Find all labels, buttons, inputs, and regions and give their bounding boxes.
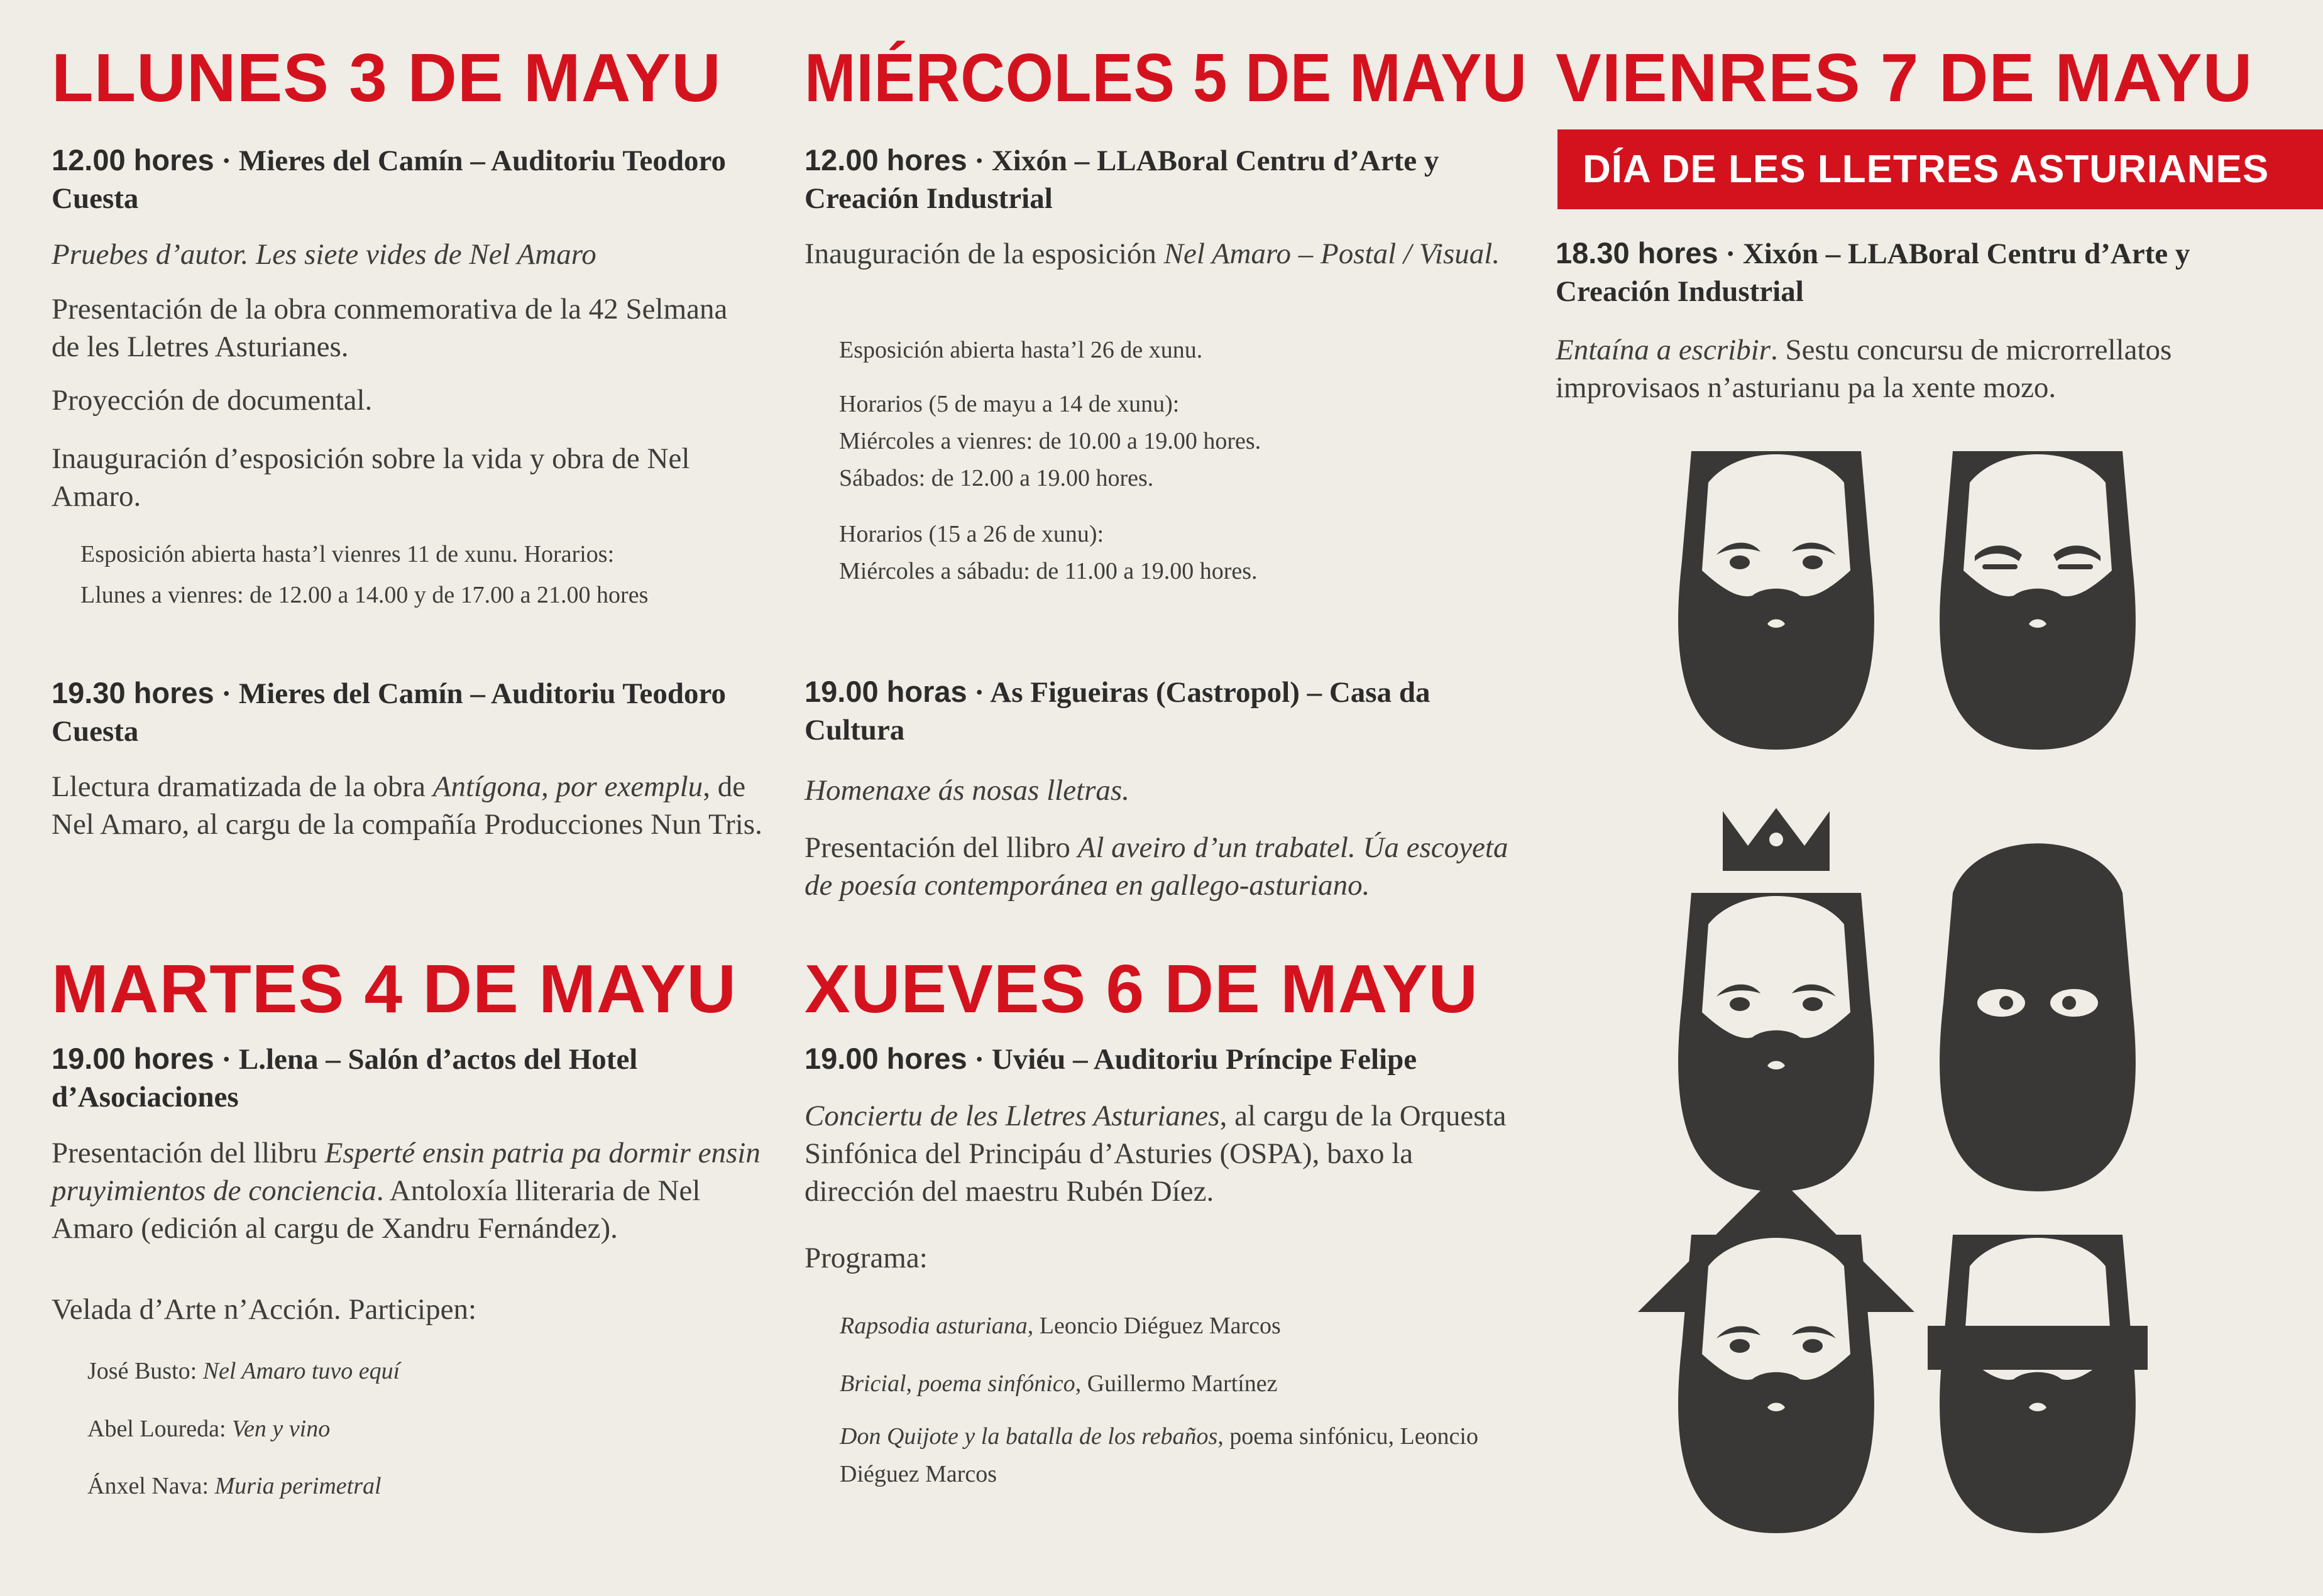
participant-name: Abel Loureda: (87, 1416, 233, 1442)
text: Presentación del llibru (52, 1137, 325, 1169)
banner-lletres-asturianes: DÍA DE LES LLETRES ASTURIANES (1557, 129, 2323, 209)
day-title-wednesday: MIÉRCOLES 5 DE MAYU (805, 40, 1527, 116)
event-note: Miércoles a sábadu: de 11.00 a 19.00 hores. (839, 558, 1258, 584)
event-place: · As Figueiras (Castropol) – Casa da Cultura (805, 676, 1431, 746)
event-subtitle: Pruebes d’autor. Les siete vides de Nel Amaro (52, 238, 596, 271)
event-time: 18.30 hores (1556, 236, 1718, 270)
work-title: Esperté ensin patria pa dormir ensin pruyimientos de conciencia (52, 1137, 761, 1207)
day-title-monday: LLUNES 3 DE MAYU (52, 40, 722, 116)
event-description: Velada d’Arte n’Acción. Participen: (52, 1293, 477, 1326)
event-time: 12.00 hores (805, 143, 967, 177)
event-note: Horarios (15 a 26 de xunu): (839, 521, 1104, 547)
program-work: Rapsodia asturiana (840, 1313, 1028, 1339)
event-time: 19.00 hores (52, 1042, 214, 1075)
text: , al cargu de la Orquesta Sinfónica del Principáu d’Asturies (OSPA), baxo la dirección del maestru Rubén Díez. (805, 1100, 1507, 1208)
event-description: Presentación de la obra conmemorativa de la 42 Selmana de les Lletres Asturianes. (52, 293, 728, 363)
event-subtitle: Homenaxe ás nosas lletras. (805, 774, 1129, 807)
event-note: Llunes a vienres: de 12.00 a 14.00 y de 17.00 a 21.00 hores (80, 582, 649, 608)
event-time: 12.00 hores (52, 143, 214, 177)
day-title-friday: VIENRES 7 DE MAYU (1556, 40, 2253, 116)
event-note: Sábados: de 12.00 a 19.00 hores. (839, 465, 1154, 491)
work-title: Al aveiro d’un trabatel. Úa escoyeta de poesía contemporánea en gallego-asturiano. (805, 831, 1508, 902)
work-title: Entaína a escribir (1556, 334, 1771, 366)
text: Inauguración de la esposición (805, 238, 1164, 270)
text: Presentación del llibro (805, 831, 1078, 864)
event-place: · L.lena – Salón d’actos del Hotel d’Asociaciones (52, 1043, 638, 1113)
blindfolded-face-icon (1928, 1235, 2148, 1533)
participant-work: Nel Amaro tuvo equí (202, 1358, 400, 1384)
day-title-thursday: XUEVES 6 DE MAYU (805, 951, 1479, 1027)
work-title: Nel Amaro – Postal / Visual. (1163, 238, 1500, 270)
program-author: , poema sinfónicu, Leoncio Diéguez Marcos (840, 1423, 1478, 1487)
event-note: Esposición abierta hasta’l vienres 11 de xunu. Horarios: (80, 541, 615, 567)
event-note: Miércoles a vienres: de 10.00 a 19.00 hores. (839, 428, 1261, 454)
day-title-tuesday: MARTES 4 DE MAYU (52, 951, 737, 1027)
participant-work: Ven y vino (232, 1416, 331, 1442)
event-description: Inauguración d’esposición sobre la vida y obra de Nel Amaro. (52, 442, 690, 513)
program-work: Don Quijote y la batalla de los rebaños (840, 1423, 1218, 1450)
event-place: · Mieres del Camín – Auditoriu Teodoro Cuesta (52, 677, 726, 748)
participant-name: Ánxel Nava: (87, 1473, 215, 1499)
conical-hat-face-icon (1638, 1175, 1914, 1533)
event-place: · Uviéu – Auditoriu Príncipe Felipe (967, 1043, 1417, 1076)
event-description: Programa: (805, 1242, 928, 1274)
participant-work: Muria perimetral (214, 1473, 382, 1499)
work-title: Conciertu de les Lletres Asturianes (805, 1100, 1220, 1132)
text: . Sestu concursu de microrrellatos improvisaos n’asturianu pa la xente mozo. (1556, 334, 2172, 404)
text: . Antoloxía lliteraria de Nel Amaro (edición al cargu de Xandru Fernández). (52, 1174, 701, 1245)
program-author: , Guillermo Martínez (1075, 1370, 1278, 1397)
event-time: 19.30 hores (52, 676, 214, 709)
crowned-bearded-face-icon (1678, 808, 1874, 1191)
text: , de Nel Amaro, al cargu de la compañía Producciones Nun Tris. (52, 770, 762, 841)
event-place: · Xixón – LLABoral Centru d’Arte y Creación Industrial (805, 145, 1439, 215)
event-place: · Mieres del Camín – Auditoriu Teodoro Cuesta (52, 145, 726, 215)
bearded-face-winking-icon (1940, 451, 2136, 750)
event-time: 19.00 horas (805, 675, 967, 708)
text: Llectura dramatizada de la obra (52, 770, 433, 803)
event-note: Esposición abierta hasta’l 26 de xunu. (839, 337, 1203, 363)
bearded-face-icon (1678, 451, 1874, 750)
event-note: Horarios (5 de mayu a 14 de xunu): (839, 391, 1180, 417)
program-author: , Leoncio Diéguez Marcos (1027, 1313, 1281, 1339)
event-place: · Xixón – LLABoral Centru d’Arte y Creación Industrial (1556, 238, 2190, 308)
participant-name: José Busto: (87, 1358, 203, 1384)
work-title: Antígona, por exemplu (432, 770, 703, 803)
event-time: 19.00 hores (805, 1042, 967, 1075)
event-description: Proyección de documental. (52, 384, 373, 417)
hooded-face-icon (1940, 843, 2136, 1191)
program-work: Bricial, poema sinfónico (840, 1370, 1075, 1397)
